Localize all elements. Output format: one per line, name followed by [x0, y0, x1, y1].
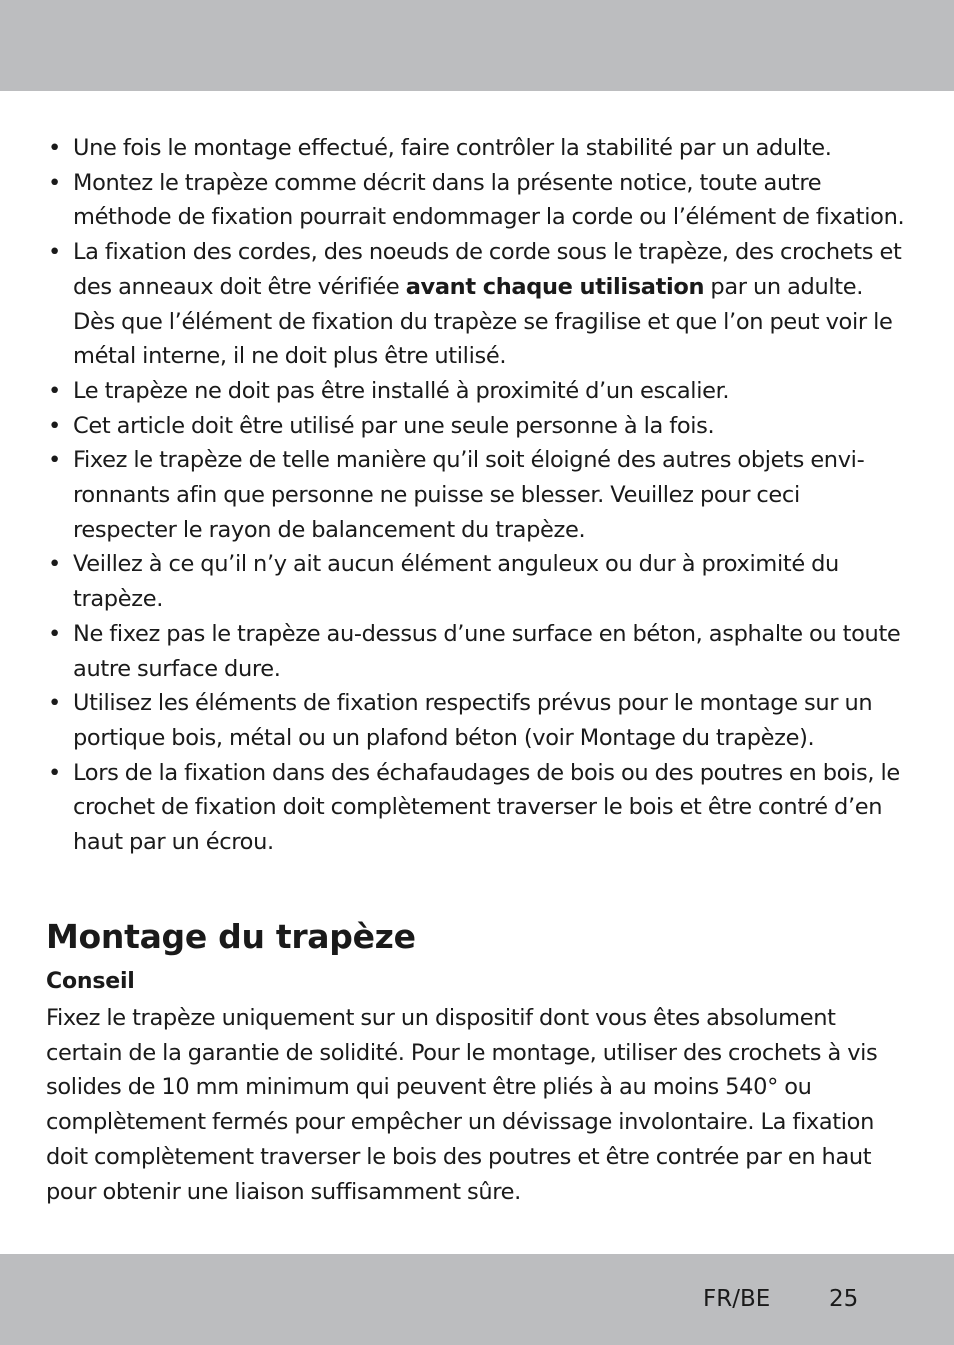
header-band [0, 0, 954, 91]
section-body: Fixez le trapèze uniquement sur un dispositif dont vous êtes absolument certain de la garantie de solidité. Pour le montage, utiliser des crochets à vis solides de 10 mm minimum qui peuvent être pliés à au moins 540° ou complètement fermés pour empêcher un dévissage involontaire. La fixation doit complètement traverser le bois des poutres et être contrée par en haut pour obtenir une liaison suffisamment sûre. [46, 1005, 878, 1205]
list-item-text: Montez le trapèze comme décrit dans la présente notice, toute autre méthode de fixation pourrait endommager la corde ou l’élément de fixation. [73, 169, 905, 231]
list-item-text: Lors de la fixation dans des échafaudages de bois ou des poutres en bois, le crochet de fixation doit complètement traverser le bois et être contré d’en haut par un écrou. [73, 759, 900, 856]
section-subtitle: Conseil [46, 969, 135, 994]
list-item [46, 374, 906, 409]
list-item-text: Une fois le montage effectué, faire contrôler la stabilité par un adulte. [73, 135, 832, 161]
emphasis-text: avant chaque utilisation [405, 273, 705, 300]
list-item [46, 547, 906, 616]
list-item [46, 235, 906, 374]
bullet-point: • [48, 412, 61, 439]
list-item-text: par un adulte. Dès que l’élément de fixation du trapèze se fragilise et que l’on peut voir le métal interne, il ne doit plus être utilisé. [73, 273, 893, 370]
footer-language: FR/BE [703, 1286, 771, 1312]
bullet-point: • [48, 759, 61, 786]
list-item [46, 443, 906, 547]
bullet-point: • [48, 620, 61, 647]
bullet-point: • [48, 135, 61, 161]
list-item-text: Fixez le trapèze de telle manière qu’il soit éloigné des autres objets environnants afin que personne ne puisse se blesser. Veuillez pour ceci respecter le rayon de balancement du trapèze. [73, 447, 865, 543]
list-item-text: Ne fixez pas le trapèze au-dessus d’une surface en béton, asphalte ou toute autre surface dure. [73, 620, 901, 682]
bullet-point: • [48, 169, 61, 196]
bullet-point: • [48, 447, 61, 474]
list-item [46, 756, 906, 860]
list-item-text: Cet article doit être utilisé par une seule personne à la fois. [73, 412, 715, 439]
bullet-point: • [48, 377, 61, 404]
list-item-text: Le trapèze ne doit pas être installé à proximité d’un escalier. [73, 377, 730, 404]
list-item-text: Utilisez les éléments de fixation respectifs prévus pour le montage sur un portique bois, métal ou un plafond béton (voir Montage du trapèze). [73, 690, 873, 751]
list-item-text: Veillez à ce qu’il n’y ait aucun élément anguleux ou dur à proximité du trapèze. [73, 551, 839, 613]
safety-list [46, 131, 906, 860]
list-item [46, 617, 906, 686]
list-item [46, 166, 906, 235]
bullet-point: • [48, 551, 61, 578]
page-number: 25 [829, 1286, 859, 1312]
list-item [46, 409, 906, 444]
bullet-point: • [48, 239, 61, 266]
bullet-point: • [48, 690, 61, 717]
list-item-text: La fixation des cordes, des noeuds de corde sous le trapèze, des crochets et des anneaux doit être vérifiée [73, 239, 902, 300]
footer-band [0, 1254, 954, 1345]
list-item [46, 131, 906, 166]
list-item [46, 686, 906, 755]
section-title: Montage du trapèze [46, 917, 416, 956]
